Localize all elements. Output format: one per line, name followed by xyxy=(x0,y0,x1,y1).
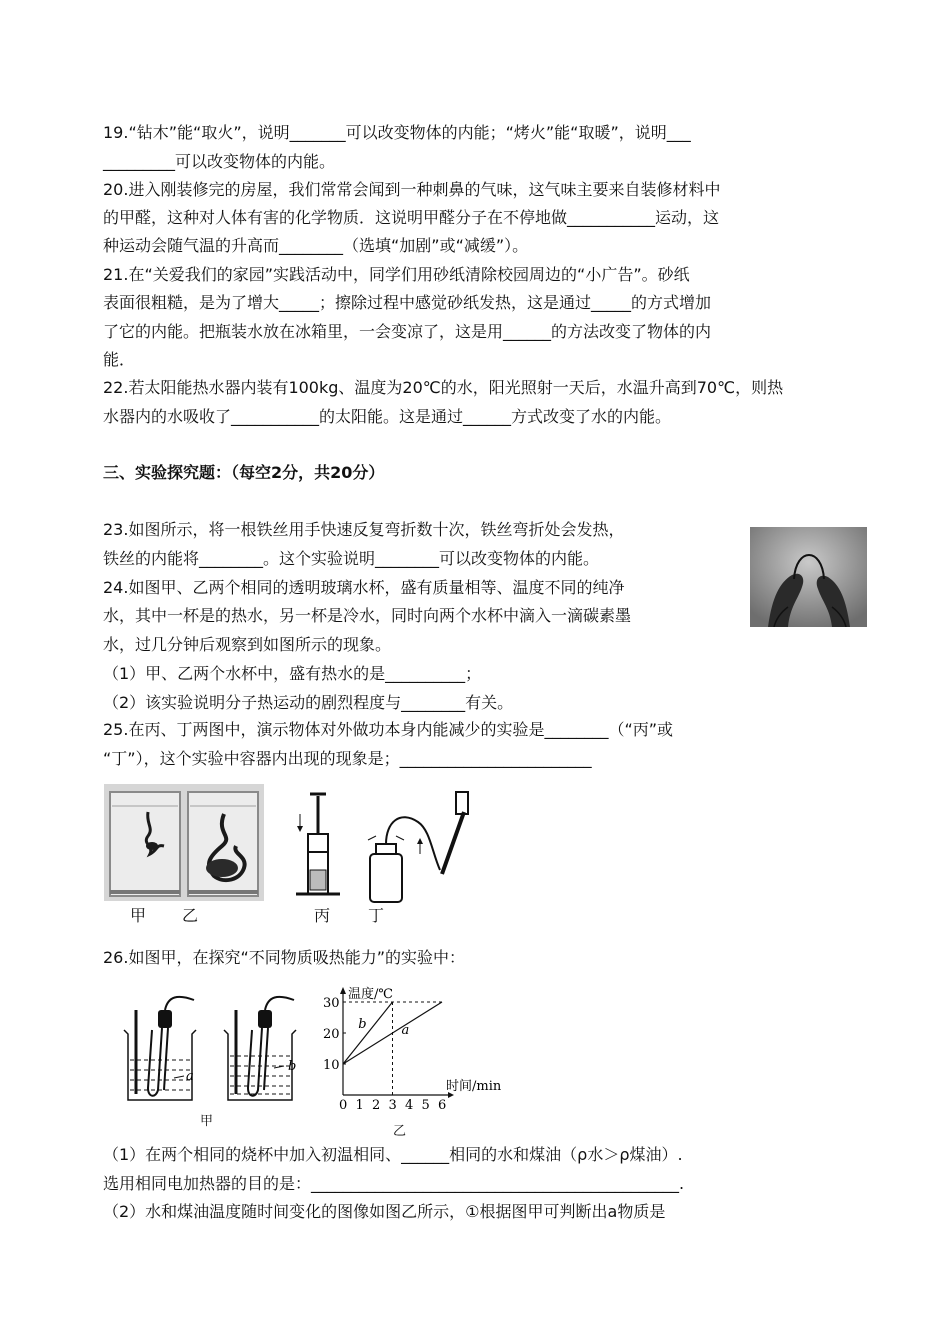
q25-line-1: 25.在丙、丁两图中，演示物体对外做功本身内能减少的实验是________（“丙”或 xyxy=(103,720,674,739)
hands-bending-wire-photo xyxy=(750,527,867,627)
x-tick-label: 5 xyxy=(421,1098,430,1113)
q21-line-2: 表面很粗糙，是为了增大_____；擦除过程中感觉砂纸发热，这是通过_____的方式增加 xyxy=(103,293,712,312)
y-axis-arrow xyxy=(340,987,346,994)
q19-line-2: _________可以改变物体的内能。 xyxy=(103,152,336,171)
q24-sub-1: （1）甲、乙两个水杯中，盛有热水的是__________； xyxy=(103,664,482,683)
q24-sub-2: （2）该实验说明分子热运动的剧烈程度与________有关。 xyxy=(103,693,514,712)
q26-sub-1b: 选用相同电加热器的目的是：______________________________________________. xyxy=(103,1174,685,1193)
section-3-heading: 三、实验探究题：（每空2分，共20分） xyxy=(103,463,385,482)
q21-line-1: 21.在“关爱我们的家园”实践活动中，同学们用砂纸清除校园周边的“小广告”。砂纸 xyxy=(103,265,690,284)
beaker-a-label: a xyxy=(186,1069,194,1084)
x-tick-label: 3 xyxy=(388,1098,397,1113)
q23-line-2: 铁丝的内能将________。这个实验说明________可以改变物体的内能。 xyxy=(103,549,600,568)
q20-line-2: 的甲醛，这种对人体有害的化学物质．这说明甲醛分子在不停地做___________运动，这 xyxy=(103,208,720,227)
q20-line-3: 种运动会随气温的升高而________（选填“加剧”或“减缓”）。 xyxy=(103,236,529,255)
fig26-label-jia: 甲 xyxy=(200,1114,214,1129)
x-tick-label: 1 xyxy=(355,1098,364,1113)
q21-line-4: 能． xyxy=(103,350,136,369)
chart-ylabel: 温度/℃ xyxy=(348,987,393,1002)
bottle-pump-figure xyxy=(360,782,480,910)
label-ding: 丁 xyxy=(368,906,385,925)
q20-line-1: 20.进入刚装修完的房屋，我们常常会闻到一种刺鼻的气味，这气味主要来自装修材料中 xyxy=(103,180,721,199)
label-yi: 乙 xyxy=(182,906,199,925)
temperature-time-chart xyxy=(318,984,528,1124)
x-tick-label: 6 xyxy=(438,1098,447,1113)
heater-beakers-figure xyxy=(118,990,318,1110)
y-tick-label: 30 xyxy=(323,996,340,1011)
x-tick-label: 4 xyxy=(405,1098,414,1113)
q24-line-3: 水，过几分钟后观察到如图所示的现象。 xyxy=(103,635,392,654)
chart-xlabel: 时间/min xyxy=(446,1079,502,1094)
label-bing: 丙 xyxy=(314,906,331,925)
q21-line-3: 了它的内能。把瓶装水放在冰箱里，一会变凉了，这是用______的方法改变了物体的内 xyxy=(103,322,712,341)
beaker-a xyxy=(124,997,196,1100)
q22-line-2: 水器内的水吸收了___________的太阳能。这是通过______方式改变了水的内能。 xyxy=(103,407,672,426)
q26-sub-1: （1）在两个相同的烧杯中加入初温相同、______相同的水和煤油（ρ水＞ρ煤油）. xyxy=(103,1145,683,1164)
fig26-label-yi: 乙 xyxy=(393,1124,407,1139)
q24-line-2: 水，其中一杯是的热水，另一杯是冷水，同时向两个水杯中滴入一滴碳素墨 xyxy=(103,606,632,625)
series-label-a: a xyxy=(401,1022,410,1038)
q23-line-1: 23.如图所示，将一根铁丝用手快速反复弯折数十次，铁丝弯折处会发热， xyxy=(103,520,625,539)
q25-line-2: “丁”），这个实验中容器内出现的现象是；________________________ xyxy=(103,749,592,768)
q24-line-1: 24.如图甲、乙两个相同的透明玻璃水杯，盛有质量相等、温度不同的纯净 xyxy=(103,578,625,597)
compression-cylinder-figure xyxy=(290,790,350,910)
q19-line-1: 19.“钻木”能“取火”，说明_______可以改变物体的内能；“烤火”能“取暖”，说明___ xyxy=(103,123,691,142)
series-line-a xyxy=(343,1002,442,1064)
series-label-b: b xyxy=(358,1016,367,1032)
beakers-ink-photo xyxy=(104,784,264,901)
q22-line-1: 22.若太阳能热水器内装有100kg、温度为20℃的水，阳光照射一天后，水温升高到70℃，则热 xyxy=(103,378,784,397)
label-jia: 甲 xyxy=(130,906,147,925)
x-tick-label: 0 xyxy=(339,1098,348,1113)
beaker-b xyxy=(224,997,296,1100)
y-tick-label: 20 xyxy=(323,1027,340,1042)
beaker-b-label: b xyxy=(288,1059,297,1074)
series-line-b xyxy=(343,1002,393,1064)
q26-line-1: 26.如图甲，在探究“不同物质吸热能力”的实验中： xyxy=(103,948,466,967)
y-tick-label: 10 xyxy=(323,1058,340,1073)
q26-sub-2: （2）水和煤油温度随时间变化的图像如图乙所示，①根据图甲可判断出a物质是 xyxy=(103,1202,666,1221)
x-tick-label: 2 xyxy=(372,1098,381,1113)
